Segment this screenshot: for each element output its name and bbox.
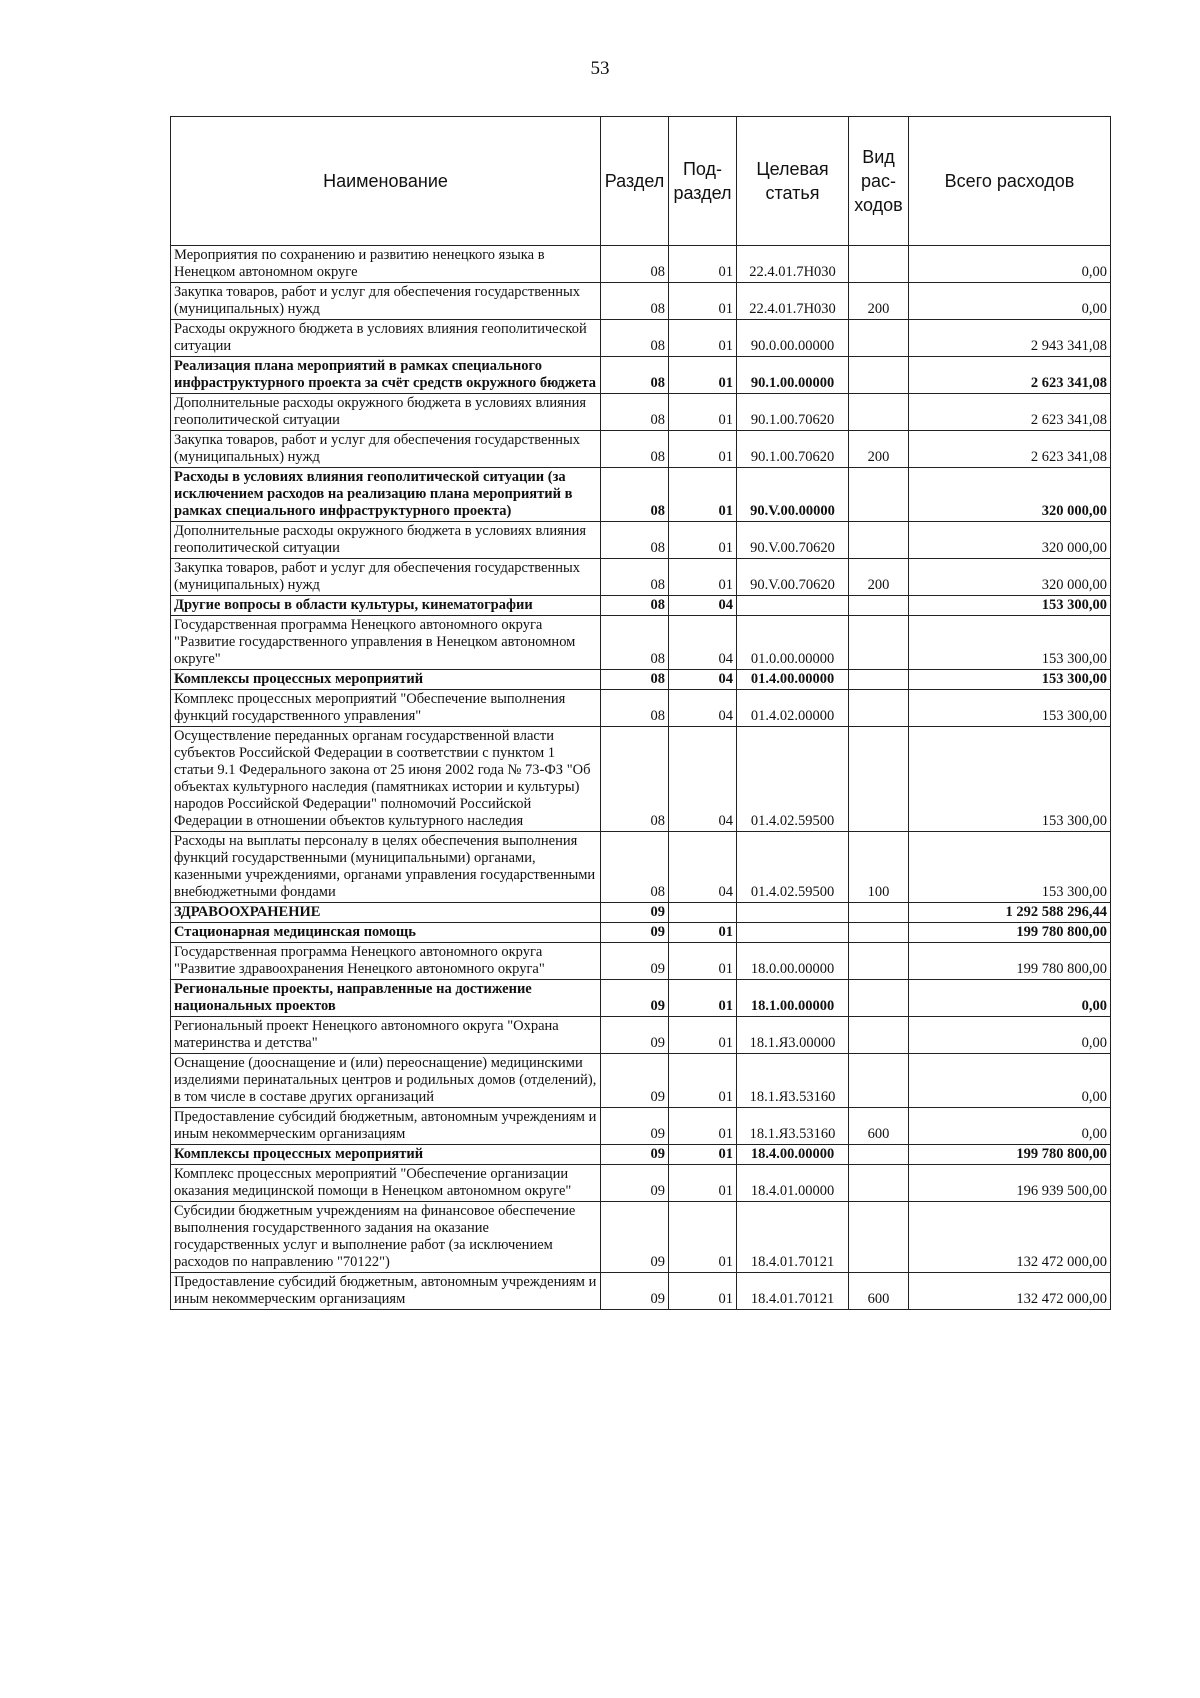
row-subsection: 04 bbox=[669, 616, 737, 670]
row-total: 199 780 800,00 bbox=[909, 923, 1111, 943]
row-kind bbox=[849, 596, 909, 616]
row-section: 08 bbox=[601, 431, 669, 468]
row-total: 153 300,00 bbox=[909, 670, 1111, 690]
row-kind bbox=[849, 670, 909, 690]
row-target: 18.1.Я3.00000 bbox=[737, 1017, 849, 1054]
row-name: Оснащение (дооснащение и (или) переоснащение) медицинскими изделиями перинатальных центров и родильных домов (отделений), в том числе в составе других организаций bbox=[171, 1054, 601, 1108]
table-row bbox=[171, 468, 1111, 522]
row-target: 18.4.01.00000 bbox=[737, 1165, 849, 1202]
row-section: 08 bbox=[601, 522, 669, 559]
row-target: 18.4.01.70121 bbox=[737, 1202, 849, 1273]
row-subsection: 01 bbox=[669, 1273, 737, 1310]
row-target: 90.1.00.00000 bbox=[737, 357, 849, 394]
row-kind bbox=[849, 980, 909, 1017]
table-row bbox=[171, 431, 1111, 468]
row-subsection: 01 bbox=[669, 522, 737, 559]
row-section: 09 bbox=[601, 980, 669, 1017]
row-name: ЗДРАВООХРАНЕНИЕ bbox=[171, 903, 601, 923]
row-total: 2 623 341,08 bbox=[909, 394, 1111, 431]
row-kind bbox=[849, 394, 909, 431]
row-section: 09 bbox=[601, 1165, 669, 1202]
row-total: 2 943 341,08 bbox=[909, 320, 1111, 357]
row-kind bbox=[849, 468, 909, 522]
row-target: 01.4.00.00000 bbox=[737, 670, 849, 690]
row-target: 90.V.00.70620 bbox=[737, 522, 849, 559]
row-name: Осуществление переданных органам государственной власти субъектов Российской Федерации в соответствии с пунктом 1 статьи 9.1 Федерального закона от 25 июня 2002 года № 73-ФЗ "Об объектах культурного наследия (памятниках истории и культуры) народов Российской Федерации" полномочий Российской Федерации в отношении объектов культурного наследия bbox=[171, 727, 601, 832]
row-total: 320 000,00 bbox=[909, 468, 1111, 522]
table-row bbox=[171, 832, 1111, 903]
row-name: Комплекс процессных мероприятий "Обеспечение организации оказания медицинской помощи в Ненецком автономном округе" bbox=[171, 1165, 601, 1202]
row-subsection: 04 bbox=[669, 670, 737, 690]
row-name: Расходы окружного бюджета в условиях влияния геополитической ситуации bbox=[171, 320, 601, 357]
row-target: 90.1.00.70620 bbox=[737, 394, 849, 431]
header-name: Наименование bbox=[171, 117, 601, 246]
row-target: 18.1.Я3.53160 bbox=[737, 1054, 849, 1108]
row-section: 09 bbox=[601, 1017, 669, 1054]
row-kind bbox=[849, 727, 909, 832]
row-subsection: 01 bbox=[669, 1108, 737, 1145]
row-section: 08 bbox=[601, 246, 669, 283]
row-kind bbox=[849, 246, 909, 283]
table-row bbox=[171, 616, 1111, 670]
table-row bbox=[171, 1273, 1111, 1310]
row-name: Дополнительные расходы окружного бюджета в условиях влияния геополитической ситуации bbox=[171, 522, 601, 559]
row-section: 09 bbox=[601, 1145, 669, 1165]
row-target: 18.4.01.70121 bbox=[737, 1273, 849, 1310]
row-total: 199 780 800,00 bbox=[909, 943, 1111, 980]
row-section: 08 bbox=[601, 690, 669, 727]
row-subsection: 01 bbox=[669, 1054, 737, 1108]
table-row bbox=[171, 943, 1111, 980]
row-subsection: 01 bbox=[669, 980, 737, 1017]
row-name: Стационарная медицинская помощь bbox=[171, 923, 601, 943]
row-total: 2 623 341,08 bbox=[909, 357, 1111, 394]
table-row bbox=[171, 1108, 1111, 1145]
row-target bbox=[737, 903, 849, 923]
row-total: 196 939 500,00 bbox=[909, 1165, 1111, 1202]
row-name: Закупка товаров, работ и услуг для обеспечения государственных (муниципальных) нужд bbox=[171, 283, 601, 320]
row-target: 90.V.00.70620 bbox=[737, 559, 849, 596]
row-subsection: 04 bbox=[669, 690, 737, 727]
row-name: Предоставление субсидий бюджетным, автономным учреждениям и иным некоммерческим организациям bbox=[171, 1108, 601, 1145]
row-kind bbox=[849, 903, 909, 923]
row-kind bbox=[849, 1054, 909, 1108]
row-target: 90.0.00.00000 bbox=[737, 320, 849, 357]
row-name: Расходы на выплаты персоналу в целях обеспечения выполнения функций государственными (муниципальными) органами, казенными учреждениями, органами управления государственными внебюджетными фондами bbox=[171, 832, 601, 903]
row-total: 0,00 bbox=[909, 283, 1111, 320]
table-row bbox=[171, 670, 1111, 690]
row-total: 320 000,00 bbox=[909, 522, 1111, 559]
row-section: 08 bbox=[601, 394, 669, 431]
row-section: 09 bbox=[601, 1202, 669, 1273]
row-name: Комплекс процессных мероприятий "Обеспечение выполнения функций государственного управления" bbox=[171, 690, 601, 727]
row-name: Комплексы процессных мероприятий bbox=[171, 670, 601, 690]
row-section: 09 bbox=[601, 903, 669, 923]
header-total: Всего расходов bbox=[909, 117, 1111, 246]
row-subsection: 01 bbox=[669, 246, 737, 283]
row-section: 08 bbox=[601, 320, 669, 357]
table-row bbox=[171, 1054, 1111, 1108]
row-target: 01.0.00.00000 bbox=[737, 616, 849, 670]
row-name: Мероприятия по сохранению и развитию ненецкого языка в Ненецком автономном округе bbox=[171, 246, 601, 283]
row-total: 0,00 bbox=[909, 1054, 1111, 1108]
row-kind: 100 bbox=[849, 832, 909, 903]
row-name: Предоставление субсидий бюджетным, автономным учреждениям и иным некоммерческим организациям bbox=[171, 1273, 601, 1310]
table-row bbox=[171, 1165, 1111, 1202]
table-row bbox=[171, 559, 1111, 596]
row-section: 08 bbox=[601, 616, 669, 670]
row-total: 153 300,00 bbox=[909, 690, 1111, 727]
table-row bbox=[171, 727, 1111, 832]
row-total: 0,00 bbox=[909, 1017, 1111, 1054]
row-section: 09 bbox=[601, 1273, 669, 1310]
row-total: 0,00 bbox=[909, 1108, 1111, 1145]
row-target: 22.4.01.7Н030 bbox=[737, 283, 849, 320]
row-section: 08 bbox=[601, 468, 669, 522]
table-row bbox=[171, 923, 1111, 943]
row-kind: 200 bbox=[849, 559, 909, 596]
table-row bbox=[171, 1017, 1111, 1054]
row-kind bbox=[849, 1145, 909, 1165]
row-name: Дополнительные расходы окружного бюджета в условиях влияния геополитической ситуации bbox=[171, 394, 601, 431]
row-kind: 200 bbox=[849, 283, 909, 320]
row-subsection: 01 bbox=[669, 943, 737, 980]
row-target: 18.4.00.00000 bbox=[737, 1145, 849, 1165]
table-row bbox=[171, 903, 1111, 923]
row-subsection: 01 bbox=[669, 1145, 737, 1165]
row-total: 1 292 588 296,44 bbox=[909, 903, 1111, 923]
row-total: 153 300,00 bbox=[909, 616, 1111, 670]
table-row bbox=[171, 1145, 1111, 1165]
row-target: 22.4.01.7Н030 bbox=[737, 246, 849, 283]
row-kind bbox=[849, 690, 909, 727]
row-target bbox=[737, 596, 849, 616]
row-kind bbox=[849, 522, 909, 559]
table-row bbox=[171, 596, 1111, 616]
row-name: Региональный проект Ненецкого автономного округа "Охрана материнства и детства" bbox=[171, 1017, 601, 1054]
row-subsection: 01 bbox=[669, 1017, 737, 1054]
row-name: Государственная программа Ненецкого автономного округа "Развитие здравоохранения Ненецкого автономного округа" bbox=[171, 943, 601, 980]
row-kind: 200 bbox=[849, 431, 909, 468]
row-subsection bbox=[669, 903, 737, 923]
row-section: 09 bbox=[601, 923, 669, 943]
row-target: 90.V.00.00000 bbox=[737, 468, 849, 522]
table-row bbox=[171, 246, 1111, 283]
row-target: 18.1.00.00000 bbox=[737, 980, 849, 1017]
row-kind bbox=[849, 320, 909, 357]
row-section: 09 bbox=[601, 1108, 669, 1145]
table-row bbox=[171, 980, 1111, 1017]
row-kind: 600 bbox=[849, 1108, 909, 1145]
row-name: Комплексы процессных мероприятий bbox=[171, 1145, 601, 1165]
header-section: Раздел bbox=[601, 117, 669, 246]
row-target: 18.1.Я3.53160 bbox=[737, 1108, 849, 1145]
row-section: 08 bbox=[601, 670, 669, 690]
row-kind: 600 bbox=[849, 1273, 909, 1310]
row-subsection: 01 bbox=[669, 283, 737, 320]
row-section: 09 bbox=[601, 943, 669, 980]
row-total: 320 000,00 bbox=[909, 559, 1111, 596]
row-name: Расходы в условиях влияния геополитической ситуации (за исключением расходов на реализацию плана мероприятий в рамках специального инфраструктурного проекта) bbox=[171, 468, 601, 522]
row-target: 01.4.02.00000 bbox=[737, 690, 849, 727]
table-row bbox=[171, 1202, 1111, 1273]
row-total: 0,00 bbox=[909, 246, 1111, 283]
header-target: Целевая статья bbox=[737, 117, 849, 246]
row-name: Субсидии бюджетным учреждениям на финансовое обеспечение выполнения государственного задания на оказание государственных услуг и выполнение работ (за исключением расходов по направлению "70122") bbox=[171, 1202, 601, 1273]
row-total: 132 472 000,00 bbox=[909, 1273, 1111, 1310]
header-subsection: Под- раздел bbox=[669, 117, 737, 246]
row-target bbox=[737, 923, 849, 943]
table-row bbox=[171, 357, 1111, 394]
row-name: Другие вопросы в области культуры, кинематографии bbox=[171, 596, 601, 616]
row-kind bbox=[849, 923, 909, 943]
row-total: 0,00 bbox=[909, 980, 1111, 1017]
row-target: 01.4.02.59500 bbox=[737, 832, 849, 903]
row-total: 2 623 341,08 bbox=[909, 431, 1111, 468]
row-target: 18.0.00.00000 bbox=[737, 943, 849, 980]
row-subsection: 01 bbox=[669, 559, 737, 596]
row-subsection: 01 bbox=[669, 320, 737, 357]
header-kind: Вид рас- ходов bbox=[849, 117, 909, 246]
table-row bbox=[171, 320, 1111, 357]
page-number: 53 bbox=[590, 58, 610, 79]
row-section: 08 bbox=[601, 283, 669, 320]
row-section: 08 bbox=[601, 727, 669, 832]
row-kind bbox=[849, 616, 909, 670]
row-subsection: 04 bbox=[669, 832, 737, 903]
row-kind bbox=[849, 1202, 909, 1273]
row-name: Закупка товаров, работ и услуг для обеспечения государственных (муниципальных) нужд bbox=[171, 431, 601, 468]
header-row bbox=[171, 117, 1111, 246]
row-name: Государственная программа Ненецкого автономного округа "Развитие государственного управления в Ненецком автономном округе" bbox=[171, 616, 601, 670]
row-target: 90.1.00.70620 bbox=[737, 431, 849, 468]
row-kind bbox=[849, 1165, 909, 1202]
row-subsection: 01 bbox=[669, 431, 737, 468]
row-section: 08 bbox=[601, 357, 669, 394]
table-row bbox=[171, 394, 1111, 431]
row-target: 01.4.02.59500 bbox=[737, 727, 849, 832]
row-subsection: 01 bbox=[669, 923, 737, 943]
row-subsection: 01 bbox=[669, 394, 737, 431]
row-name: Реализация плана мероприятий в рамках специального инфраструктурного проекта за счёт средств окружного бюджета bbox=[171, 357, 601, 394]
row-name: Закупка товаров, работ и услуг для обеспечения государственных (муниципальных) нужд bbox=[171, 559, 601, 596]
row-subsection: 01 bbox=[669, 357, 737, 394]
row-total: 153 300,00 bbox=[909, 596, 1111, 616]
row-total: 199 780 800,00 bbox=[909, 1145, 1111, 1165]
row-subsection: 01 bbox=[669, 468, 737, 522]
row-kind bbox=[849, 1017, 909, 1054]
row-subsection: 04 bbox=[669, 596, 737, 616]
row-subsection: 01 bbox=[669, 1165, 737, 1202]
row-total: 153 300,00 bbox=[909, 832, 1111, 903]
row-kind bbox=[849, 943, 909, 980]
row-section: 09 bbox=[601, 1054, 669, 1108]
table-row bbox=[171, 522, 1111, 559]
row-section: 08 bbox=[601, 832, 669, 903]
row-section: 08 bbox=[601, 559, 669, 596]
row-total: 132 472 000,00 bbox=[909, 1202, 1111, 1273]
row-subsection: 04 bbox=[669, 727, 737, 832]
row-section: 08 bbox=[601, 596, 669, 616]
row-kind bbox=[849, 357, 909, 394]
row-total: 153 300,00 bbox=[909, 727, 1111, 832]
table-row bbox=[171, 283, 1111, 320]
row-name: Региональные проекты, направленные на достижение национальных проектов bbox=[171, 980, 601, 1017]
budget-table bbox=[170, 116, 1111, 1310]
row-subsection: 01 bbox=[669, 1202, 737, 1273]
table-row bbox=[171, 690, 1111, 727]
